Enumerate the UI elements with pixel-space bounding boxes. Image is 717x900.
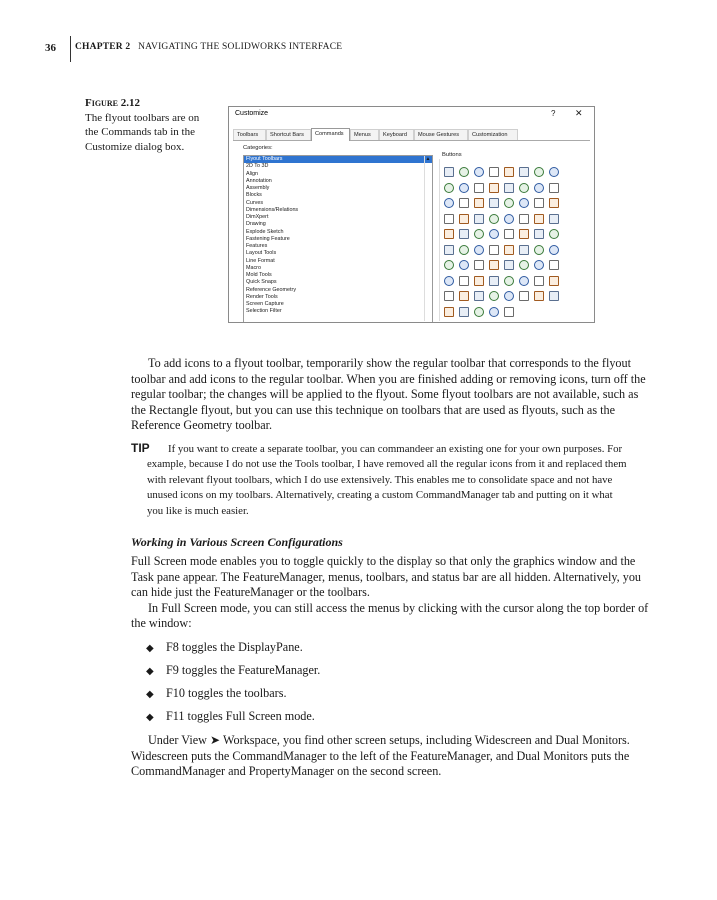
toolbar-button-icon[interactable] bbox=[504, 245, 514, 255]
toolbar-button-icon[interactable] bbox=[519, 167, 529, 177]
toolbar-button-icon[interactable] bbox=[459, 291, 469, 301]
category-item[interactable]: Curves bbox=[246, 199, 264, 206]
toolbar-button-icon[interactable] bbox=[444, 167, 454, 177]
category-item[interactable]: Reference Geometry bbox=[246, 286, 297, 293]
toolbar-button-icon[interactable] bbox=[444, 291, 454, 301]
toolbar-button-icon[interactable] bbox=[444, 198, 454, 208]
paragraph-text: Under View ➤ Workspace, you find other screen setups, including Widescreen and Dual Monitors. Widescreen puts the CommandManager to the left of the FeatureManager, and Dual Monitors puts the CommandManager and PropertyManager on the second screen. bbox=[131, 733, 630, 779]
toolbar-button-icon[interactable] bbox=[519, 245, 529, 255]
category-item[interactable]: Layout Tools bbox=[246, 250, 277, 257]
toolbar-button-icon[interactable] bbox=[489, 183, 499, 193]
toolbar-button-icon[interactable] bbox=[504, 183, 514, 193]
toolbar-button-icon[interactable] bbox=[534, 245, 544, 255]
toolbar-button-icon[interactable] bbox=[519, 276, 529, 286]
toolbar-button-icon[interactable] bbox=[504, 276, 514, 286]
body-paragraph bbox=[131, 733, 653, 780]
section-heading: Working in Various Screen Configurations bbox=[131, 535, 343, 549]
category-item[interactable]: Features bbox=[246, 243, 268, 249]
toolbar-button-icon[interactable] bbox=[489, 214, 499, 224]
toolbar-button-icon[interactable] bbox=[504, 198, 514, 208]
tip-label: TIP bbox=[131, 441, 150, 455]
figure-caption bbox=[85, 96, 215, 154]
list-item: ◆ F8 toggles the DisplayPane. bbox=[146, 640, 303, 654]
category-item[interactable]: Explode Sketch bbox=[246, 228, 284, 235]
toolbar-button-icon[interactable] bbox=[489, 229, 499, 239]
toolbar-button-icon[interactable] bbox=[474, 183, 484, 193]
toolbar-button-icon[interactable] bbox=[489, 198, 499, 208]
diamond-bullet-icon: ◆ bbox=[146, 689, 154, 700]
toolbar-button-icon[interactable] bbox=[504, 307, 514, 317]
tab-keyboard[interactable]: Keyboard bbox=[379, 129, 414, 140]
toolbar-button-icon[interactable] bbox=[519, 260, 529, 270]
tip-block bbox=[131, 441, 631, 519]
toolbar-button-icon[interactable] bbox=[444, 214, 454, 224]
toolbar-button-icon[interactable] bbox=[549, 291, 559, 301]
tab-customization[interactable]: Customization bbox=[468, 129, 518, 140]
toolbar-button-icon[interactable] bbox=[549, 229, 559, 239]
toolbar-button-icon[interactable] bbox=[459, 183, 469, 193]
toolbar-button-icon[interactable] bbox=[459, 229, 469, 239]
category-item[interactable]: DimXpert bbox=[246, 214, 269, 220]
toolbar-button-icon[interactable] bbox=[504, 229, 514, 239]
help-icon[interactable]: ? bbox=[551, 109, 556, 118]
list-item: ◆ F9 toggles the FeatureManager. bbox=[146, 663, 321, 677]
category-item[interactable]: Fastening Feature bbox=[246, 235, 290, 242]
category-item[interactable]: Macro bbox=[246, 264, 261, 271]
paragraph-text: In Full Screen mode, you can still access the menus by clicking with the cursor along the top border of the window: bbox=[131, 600, 649, 631]
tab-mouse-gestures[interactable]: Mouse Gestures bbox=[414, 129, 468, 140]
toolbar-button-icon[interactable] bbox=[534, 229, 544, 239]
paragraph-text: To add icons to a flyout toolbar, temporarily show the regular toolbar that corresponds to the flyout toolbar and add icons to the regular toolbar. When you are finished adding or removing icons, turn off the regular toolbar; the changes will be applied to the flyout. Some flyout toolbars are not available, such as the Rectangle flyout, but you can use this technique on toolbars that are used as flyouts, such as the Reference Geometry toolbar. bbox=[131, 356, 646, 433]
tab-menus[interactable]: Menus bbox=[350, 129, 379, 140]
running-header bbox=[75, 42, 342, 52]
tab-commands[interactable]: Commands bbox=[311, 128, 350, 141]
toolbar-button-icon[interactable] bbox=[474, 276, 484, 286]
buttons-grid bbox=[439, 159, 590, 321]
toolbar-button-icon[interactable] bbox=[444, 307, 454, 317]
toolbar-button-icon[interactable] bbox=[519, 183, 529, 193]
toolbar-button-icon[interactable] bbox=[474, 307, 484, 317]
toolbar-button-icon[interactable] bbox=[459, 307, 469, 317]
chapter-title: NAVIGATING THE SOLIDWORKS INTERFACE bbox=[138, 42, 343, 52]
dialog-tabs bbox=[233, 128, 590, 141]
toolbar-button-icon[interactable] bbox=[489, 276, 499, 286]
category-item[interactable]: Line Format bbox=[246, 257, 275, 264]
toolbar-button-icon[interactable] bbox=[549, 260, 559, 270]
toolbar-button-icon[interactable] bbox=[519, 229, 529, 239]
toolbar-button-icon[interactable] bbox=[549, 276, 559, 286]
category-item[interactable]: Align bbox=[246, 170, 258, 177]
toolbar-button-icon[interactable] bbox=[549, 167, 559, 177]
diamond-bullet-icon: ◆ bbox=[146, 643, 154, 654]
toolbar-button-icon[interactable] bbox=[549, 183, 559, 193]
toolbar-button-icon[interactable] bbox=[549, 198, 559, 208]
toolbar-button-icon[interactable] bbox=[459, 198, 469, 208]
scroll-up-icon[interactable]: ▲ bbox=[425, 156, 431, 162]
categories-list[interactable] bbox=[243, 155, 433, 323]
toolbar-button-icon[interactable] bbox=[504, 167, 514, 177]
customize-dialog bbox=[228, 106, 595, 323]
toolbar-button-icon[interactable] bbox=[534, 291, 544, 301]
category-item[interactable]: 2D To 3D bbox=[246, 163, 269, 170]
buttons-label: Buttons bbox=[442, 152, 462, 158]
list-item: ◆ F11 toggles Full Screen mode. bbox=[146, 709, 315, 723]
toolbar-button-icon[interactable] bbox=[459, 276, 469, 286]
tab-toolbars[interactable]: Toolbars bbox=[233, 129, 266, 140]
toolbar-button-icon[interactable] bbox=[549, 245, 559, 255]
toolbar-button-icon[interactable] bbox=[534, 167, 544, 177]
toolbar-button-icon[interactable] bbox=[444, 276, 454, 286]
toolbar-button-icon[interactable] bbox=[444, 229, 454, 239]
toolbar-button-icon[interactable] bbox=[534, 214, 544, 224]
category-item[interactable]: Quick Snaps bbox=[246, 279, 277, 286]
dialog-title: Customize bbox=[235, 110, 269, 117]
close-icon[interactable]: ✕ bbox=[575, 108, 583, 118]
tab-shortcut-bars[interactable]: Shortcut Bars bbox=[266, 129, 311, 140]
toolbar-button-icon[interactable] bbox=[534, 183, 544, 193]
toolbar-button-icon[interactable] bbox=[504, 214, 514, 224]
toolbar-button-icon[interactable] bbox=[459, 260, 469, 270]
page-number: 36 bbox=[45, 42, 56, 54]
category-item[interactable]: Assembly bbox=[246, 185, 270, 191]
toolbar-button-icon[interactable] bbox=[534, 260, 544, 270]
categories-label: Categories: bbox=[243, 145, 273, 151]
body-paragraph bbox=[131, 554, 653, 632]
paragraph-text: Full Screen mode enables you to toggle quickly to the display so that only the graphics window and the Task pane appear. The FeatureManager, menus, toolbars, and status bar are all hidden. Alternatively, you can hide just the FeatureManager or the toolbars. bbox=[131, 554, 642, 600]
categories-scrollbar[interactable] bbox=[424, 156, 431, 321]
toolbar-button-icon[interactable] bbox=[489, 307, 499, 317]
toolbar-button-icon[interactable] bbox=[444, 245, 454, 255]
list-item: ◆ F10 toggles the toolbars. bbox=[146, 686, 287, 700]
toolbar-button-icon[interactable] bbox=[489, 167, 499, 177]
toolbar-button-icon[interactable] bbox=[549, 214, 559, 224]
tip-text: If you want to create a separate toolbar, you can commandeer an existing one for your own purposes. For example, because I do not use the Tools toolbar, I have removed all the regular icons from it and replaced them with relevant flyout toolbars, which I do use extensively. This enables me to consolidate space and not have unused icons on my toolbars. Alternatively, creating a custom CommandManager tab and putting on it what you like is much easier. bbox=[147, 443, 627, 517]
category-item[interactable]: Drawing bbox=[246, 221, 266, 228]
toolbar-button-icon[interactable] bbox=[459, 245, 469, 255]
chapter-label: CHAPTER 2 bbox=[75, 42, 131, 52]
toolbar-button-icon[interactable] bbox=[519, 198, 529, 208]
toolbar-button-icon[interactable] bbox=[474, 260, 484, 270]
toolbar-button-icon[interactable] bbox=[504, 260, 514, 270]
figure-caption-text: The flyout toolbars are on the Commands tab in the Customize dialog box. bbox=[85, 111, 200, 153]
body-paragraph bbox=[131, 356, 653, 434]
category-item[interactable]: Screen Capture bbox=[246, 301, 284, 307]
diamond-bullet-icon: ◆ bbox=[146, 666, 154, 677]
category-item[interactable]: Selection Filter bbox=[246, 308, 282, 315]
category-item[interactable]: Mold Tools bbox=[246, 272, 272, 278]
category-item[interactable]: Dimensions/Relations bbox=[246, 206, 299, 213]
toolbar-button-icon[interactable] bbox=[474, 291, 484, 301]
category-item[interactable]: Annotation bbox=[246, 177, 272, 184]
toolbar-button-icon[interactable] bbox=[534, 198, 544, 208]
toolbar-button-icon[interactable] bbox=[444, 183, 454, 193]
toolbar-button-icon[interactable] bbox=[474, 198, 484, 208]
figure-label: Figure 2.12 bbox=[85, 97, 140, 109]
toolbar-button-icon[interactable] bbox=[444, 260, 454, 270]
category-item[interactable]: Blocks bbox=[246, 192, 262, 199]
toolbar-button-icon[interactable] bbox=[474, 167, 484, 177]
header-divider bbox=[70, 36, 71, 62]
category-item[interactable]: Render Tools bbox=[246, 293, 278, 300]
diamond-bullet-icon: ◆ bbox=[146, 712, 154, 723]
toolbar-button-icon[interactable] bbox=[459, 214, 469, 224]
category-item[interactable]: Flyout Toolbars bbox=[244, 156, 432, 163]
toolbar-button-icon[interactable] bbox=[519, 291, 529, 301]
toolbar-button-icon[interactable] bbox=[474, 245, 484, 255]
toolbar-button-icon[interactable] bbox=[474, 214, 484, 224]
toolbar-button-icon[interactable] bbox=[504, 291, 514, 301]
toolbar-button-icon[interactable] bbox=[489, 245, 499, 255]
toolbar-button-icon[interactable] bbox=[474, 229, 484, 239]
toolbar-button-icon[interactable] bbox=[534, 276, 544, 286]
toolbar-button-icon[interactable] bbox=[459, 167, 469, 177]
toolbar-button-icon[interactable] bbox=[489, 291, 499, 301]
toolbar-button-icon[interactable] bbox=[489, 260, 499, 270]
toolbar-button-icon[interactable] bbox=[519, 214, 529, 224]
